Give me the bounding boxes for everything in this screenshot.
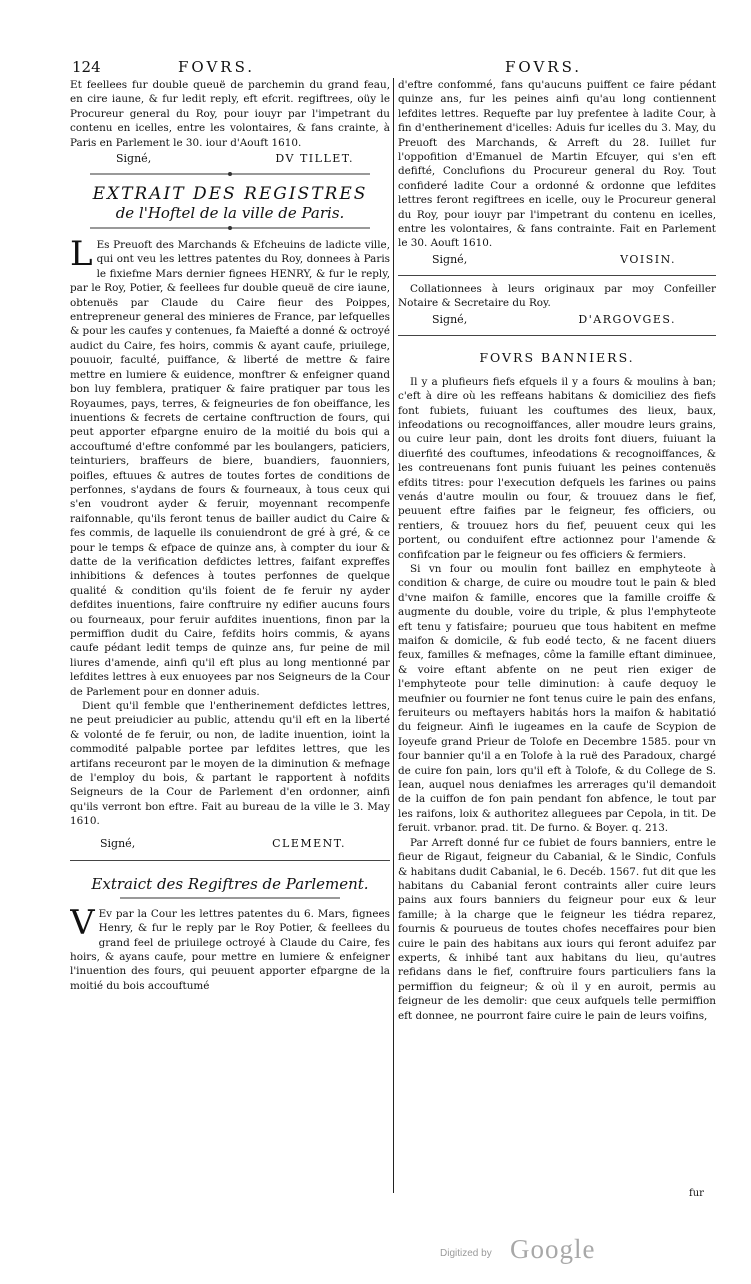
extrait-subtitle: de l'Hoftel de la ville de Paris. — [115, 204, 345, 223]
section-rule — [398, 275, 716, 276]
ornament-icon — [80, 170, 380, 178]
ornament-rule-parlement — [70, 895, 390, 901]
running-head-left: FOVRS. — [178, 58, 256, 76]
signature-name: CLEMENT. — [272, 836, 346, 850]
banniers-paragraph-2: Si vn four ou moulin font baillez en emphyteote à condition & charge, de cuire ou moudre tout le pain & bled d'vne maifon & famille, encores que la famille croiffe & augmente du double, voire du triple, & plus l'emphyteote eft tenu y fatisfaire; pourueu que tous habitent en mefme maifon & domicile, & fub eodé tecto, & ne facent diuers feux, familles & mefnages, côme la famille eftant diminuee, & voire eftant abfente on ne peut rien exiger de l'emphyteote pour telle diminution: à caufe dequoy le meufnier ou fournier ne font tenus cuire le pain des enfans, feruiteurs ou meftayers habitás hors la maifon & habitatió du feigneur. Ainfi le iugeames en la caufe de Scypion de Ioyeufe grand Prieur de Tolofe en Decembre 1585. pour vn four bannier qu'il a en Tolofe à la ruë des Paradoux, chargé de cuire fon pain, lors qu'il eft à Tolofe, & du College de S. Iean, auquel nous deniafmes les arrerages qu'il demandoit de la cuiffon de fon pain pendant fon abfence, le tout par les raifons, loix & authoritez alleguees par Cepola, in tit. De feruit. vrbanor. prad. tit. De furno. & Boyer. q. 213. — [398, 562, 716, 835]
ornament-rule-bottom — [70, 224, 390, 232]
collation-paragraph: Collationnees à leurs originaux par moy Confeiller Notaire & Secretaire du Roy. — [398, 282, 716, 310]
signature-line-1 — [70, 150, 390, 168]
google-logo: Google — [510, 1234, 596, 1264]
dient-paragraph: Dient qu'il femble que l'entherinement defdictes lettres, ne peut preiudicier au public, attendu qu'il eft en la liberté & volonté de fe feruir, ou non, de ladite inuention, ioint la commodité palpable portee par lefdites lettres, que les artifans receuront par le moyen de la diminution & mefnage de l'employ du bois, & partant le rapportent à nofdits Seigneurs de la Cour de Parlement d'en ordonner, ainfi qu'ils verront bon eftre. Fait au bureau de la ville le 3. May 1610. — [70, 700, 390, 828]
ornament-icon — [110, 895, 350, 901]
section-rule — [70, 860, 390, 861]
page-number: 124 — [72, 58, 101, 76]
signature-label: Signé, — [432, 312, 468, 326]
banniers-paragraph-1: Il y a plufieurs fiefs efquels il y a fours & moulins à ban; c'eft à dire où les reffeans habitans & domiciliez des fiefs font fubiets, fuiuant les couftumes des lieux, baux, infeodations ou recognoiffances, aller moudre leurs grains, ou cuire leur pain, dont les droits font diuers, fuiuant la diuerfité des couftumes, infeodations & recognoiffances, & les contreuenans font punis fuiuant les peines contenuës efdits titres: pour l'execution defquels les farines ou pains venás d'autre moulin ou four, & trouuez dans le fief, peuuent eftre faifies par le feigneur, fes officiers, ou rentiers, & trouuez hors du fief, peuuent ceux qui les portent, ou conduifent eftre actionnez pour l'amende & confifcation par le feigneur ou fes officiers & fermiers. — [398, 375, 716, 561]
parlement-title: Extraict des Regiftres de Parlement. — [91, 874, 369, 893]
signature-line-3 — [398, 251, 716, 269]
parlement-body — [70, 902, 390, 993]
arret-paragraph: d'eftre confommé, fans qu'aucuns puiffent ce faire pédant quinze ans, fur les peines ainfi qu'au long contiennent lefdites lettres. Requefte par luy prefentee à ladite Cour, à fin d'entherinement d'icelles: Aduis fur icelles du 3. May, du Preuoft des Marchands, & Arreft du 28. Iuillet fur l'oppofition d'Emanuel de Martin Efcuyer, qui s'en eft defifté, Conclufions du Procureur general du Roy. Tout confideré ladite Cour a ordonné & ordonne que lefdites lettres feront regiftrees en icelle, ouy le Procureur general du Roy, pour iouyr par l'impetrant du contenu en icelles, entre les volontaires, & fans contrainte. Fait en Parlement le 30. Aouft 1610. — [398, 79, 716, 250]
drop-cap: L — [70, 234, 93, 275]
signature-name: DV TILLET. — [275, 152, 354, 166]
intro-paragraph: Et feellees fur double queuë de parchemin du grand feau, en cire iaune, & fur ledit reply, eft efcrit. regiftrees, oüy le Procureur general du Roy, pour iouyr par l'impetrant du contenu en icelles, entre les volontaires, & fans crainte, à Paris en Parlement le 30. iour d'Aouft 1610. — [70, 79, 390, 149]
drop-cap: V — [70, 902, 95, 943]
signature-label: Signé, — [116, 152, 152, 166]
catchword: fur — [689, 1188, 704, 1199]
signature-name: D'ARGOVGES. — [578, 312, 676, 326]
banniers-paragraph-3: Par Arreft donné fur ce fubiet de fours banniers, entre le fieur de Rigaut, feigneur du Cabanial, & le Sindic, Confuls & habitans dudit Cabanial, le 6. Decéb. 1567. fut dit que les habitans du Cabanial feront contraints aller cuire leurs pains aux fours banniers du feigneur pour eux & leur famille; à la charge que le feigneur les tiédra reparez, fournis & pourueus de toutes chofes neceffaires pour bien cuire le pain des habitans aux iours qui feront aduifez par experts, & inhibé tant aux habitans du lieu, qu'autres refidans dans le fief, conftruire fours particuliers fans la permiffion du feigneur; & où il y en auroit, permis au feigneur de les demolir: que ceux aufquels telle permiffion eft donnee, ne pourront faire cuire le pain de leurs voifins, — [398, 836, 716, 1022]
signature-line-2 — [70, 837, 390, 850]
extrait-text: Es Preuoft des Marchands & Efcheuins de ladicte ville, qui ont veu les lettres patentes du Roy, donnees à Paris le fixiefme Mars dernier fignees HENRY, & fur le reply, par le Roy, Potier, & feellees fur double queuë de cire iaune, obtenuës par Claude du Caire fieur des Poippes, entrepreneur general des minieres de France, par lefquelles & pour les caufes y contenues, fa Maiefté a donné & octroyé audict du Caire, fes hoirs, commis & ayant caufe, priuilege, pouuoir, faculté, puiffance, & liberté de mettre & faire mettre en lumiere & euidence, monftrer & enfeigner quand bon luy femblera, pratiquer & faire pratiquer par tous les Royaumes, pays, terres, & feigneuries de fon obeiffance, les inuentions & fecrets de certaine conftruction de fours, qui peut apporter efpargne enuiro de la moitié du bois qui a accouftumé d'eftre confommé par les boulangers, paticiers, teinturiers, braffeurs de biere, buandiers, fauonniers, poifles, eftuues & autres de toutes fortes de conditions de perfonnes, s'aydans de fours & fourneaux, à tous ceux qui s'en voudront ayder & feruir, moyennant recompenfe raifonnable, qu'ils feront tenus de bailler audict du Caire & fes commis, de laquelle ils conuiendront de gré à gré, & ce pour le temps & efpace de quinze ans, à compter du iour & datte de la verification defdictes lettres, faifant expreffes inhibitions & defences à toutes perfonnes de quelque qualité & condition qu'ils foient de fe feruir ny ayder defdites inuentions, faire conftruire ny edifier aucuns fours ou fourneaux, pour feruir aufdites inuentions, finon par la permiffion dudit du Caire, fefdits hoirs commis, & ayans caufe pédant ledit temps de quinze ans, fur peine de mil liures d'amende, ainfi qu'il eft plus au long mentionné par lefdites lettres à eux enuoyees par nos Seigneurs de la Cour de Parlement pour en donner aduis. — [70, 239, 390, 698]
signature-line-4 — [398, 311, 716, 329]
watermark-prefix: Digitized by — [440, 1248, 492, 1259]
left-column — [70, 78, 390, 993]
ornament-rule-top — [70, 170, 390, 178]
signature-label: Signé, — [100, 836, 136, 850]
digitization-watermark — [440, 1234, 700, 1268]
section-rule — [398, 335, 716, 336]
section-title: FOVRS BANNIERS. — [479, 349, 635, 365]
column-divider — [393, 78, 394, 1193]
running-head-right: FOVRS. — [505, 58, 583, 76]
signature-label: Signé, — [432, 252, 468, 266]
right-column — [398, 78, 716, 1023]
signature-name: VOISIN. — [620, 252, 676, 266]
extrait-body — [70, 234, 390, 699]
page-header — [0, 58, 751, 80]
extrait-title: EXTRAIT DES REGISTRES — [92, 184, 368, 205]
parlement-text: Ev par la Cour les lettres patentes du 6. Mars, fignees Henry, & fur le reply par le Roy Potier, & feellees du grand feel de priuilege octroyé à Claude du Caire, fes hoirs, & ayans caufe, pour mettre en lumiere & enfeigner l'inuention des fours, qui peuuent apporter efpargne de la moitié du bois accouftumé — [70, 907, 390, 992]
ornament-icon — [80, 224, 380, 232]
